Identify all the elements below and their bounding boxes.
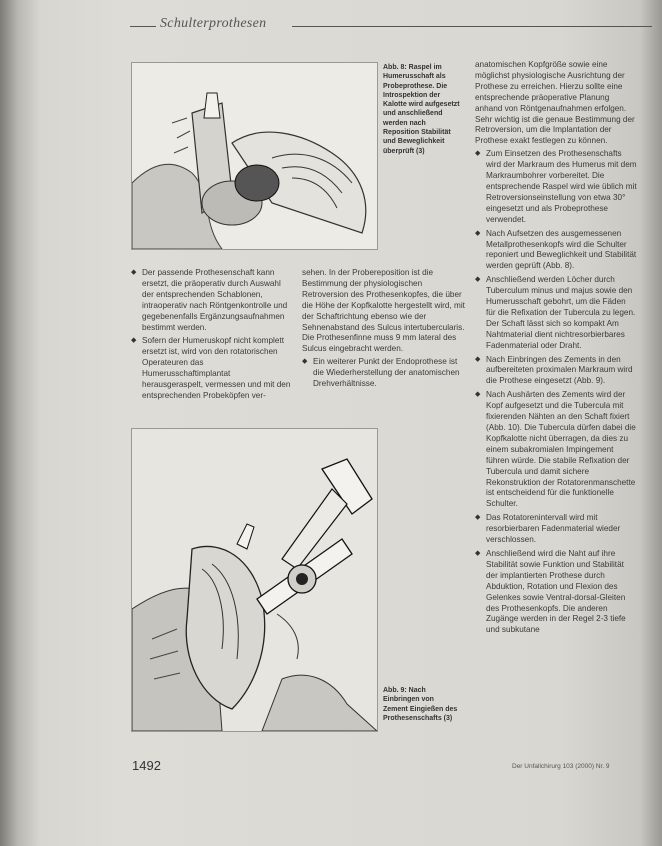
paragraph: ◆ Anschließend werden Löcher durch Tuberculum minus und majus sowie den Humerusschaft gebohrt, um die Fäden für die Refixation der Tubercula zu legen. Der Schaft lässt sich so kompakt Am Nahtmaterial dient nichtresorbierbares Fadenmaterial oder Draht. [475,275,637,351]
surgical-drawing-8 [132,63,377,249]
paragraph: sehen. In der Probereposition ist die Bestimmung der physiologischen Retroversion des Prothesenkopfes, die über die Höhe der Kopfkalotte hergestellt wird, mit der Schaftrichtung ebenso wie der Sehnenabstand des Sulcus intertubercularis. Die Prothesenfinne muss 9 mm lateral des Sulcus eingebracht werden. [302,268,465,354]
header-rule-right [292,26,652,27]
header-rule-left [130,26,156,27]
paragraph: ◆ Nach Einbringen des Zements in den aufbereiteten proximalen Markraum wird die Prothese eingesetzt (Abb. 9). [475,355,637,388]
running-header: Schulterprothesen [160,16,267,31]
paragraph: ◆ Nach Aushärten des Zements wird der Kopf aufgesetzt und die Tubercula mit fixierenden Nähten an den Schaft fixiert (Abb. 10). Die Tubercula dürfen dabei die Kopfkalotte nicht überragen, da dies zu einem subakromialen Impingement führen würde. Die stabile Refixation der Tubercula und damit sichere Rekonstruktion der Rotatorenmanschette ist entscheidend für die funktionelle Schulter. [475,390,637,510]
paragraph: ◆ Sofern der Humeruskopf nicht komplett ersetzt ist, wird von den rotatorischen Operateuren das Humerusschaftimplantat herausgeraspelt, vermessen und mit den entsprechenden Probeköpfen ver- [131,336,291,401]
journal-footer: Der Unfallchirurg 103 (2000) Nr. 9 [512,763,610,770]
figure-8-caption: Abb. 8: Raspel im Humerusschaft als Probeprothese. Die Introspektion der Kalotte wird aufgesetzt und anschließend werden nach Reposition Stabilität und Beweglichkeit überprüft (3) [383,64,460,155]
left-text-column [131,268,291,405]
paragraph: ◆ Der passende Prothesenschaft kann ersetzt, die präoperativ durch Auswahl der entsprechenden Schablonen, intraoperativ nach Röntgenkontrolle und gegebenenfalls Ergänzungsaufnahmen bestimmt werden. [131,268,291,333]
right-text-column [475,60,637,639]
paragraph: ◆ Nach Aufsetzen des ausgemessenen Metallprothesenkopfs wird die Schulter reponiert und Beweglichkeit und Stabilität werden geprüft (Abb. 8). [475,229,637,273]
paragraph: ◆ Ein weiterer Punkt der Endoprothese ist die Wiederherstellung der anatomischen Drehverhältnisse. [302,357,470,390]
surgical-drawing-9 [132,429,377,731]
figure-9-caption: Abb. 9: Nach Einbringen von Zement Eingießen des Prothesenschafts (3) [383,687,458,722]
middle-text-column [302,268,470,393]
figure-8-illustration [131,62,378,250]
paragraph: anatomischen Kopfgröße sowie eine möglichst physiologische Ausrichtung der Prothese zu erreichen. Hierzu sollte eine entsprechende präoperative Planung anhand von Röntgenaufnahmen erfolgen. Sehr wichtig ist die genaue Bestimmung der Retroversion, um die Implantation der Prothese exakt festlegen zu können. [475,60,635,146]
figure-9-illustration [131,428,378,732]
page-number: 1492 [132,758,161,773]
paragraph: ◆ Das Rotatorenintervall wird mit resorbierbaren Fadenmaterial wieder verschlossen. [475,513,637,546]
paragraph: ◆ Zum Einsetzen des Prothesenschafts wird der Markraum des Humerus mit dem Markraumbohrer vorbereitet. Die entsprechende Raspel wird wie üblich mit Retroversionseinstellung von etwa 30° eingesetzt und als Probeprothese verwendet. [475,149,637,225]
paragraph: ◆ Anschließend wird die Naht auf ihre Stabilität sowie Funktion und Stabilität der implantierten Prothese durch Abduktion, Rotation und Flexion des Gelenkes sowie Ventral-dorsal-Gleiten des Prothesenkopfs. Die anderen Zugänge werden in der Regel 2-3 tiefe und subkutane [475,549,637,636]
